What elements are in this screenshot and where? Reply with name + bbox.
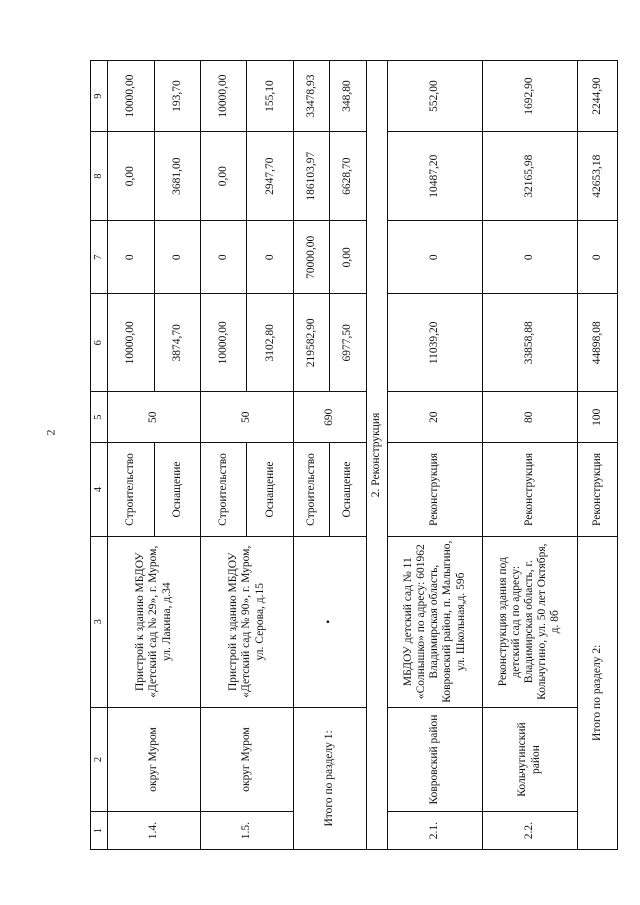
total-row [293,61,329,850]
header-cell: 5 [91,392,108,443]
value-cell: 3874,70 [154,294,200,392]
value-cell: 1692,90 [482,61,577,132]
value-cell: 33858,88 [482,294,577,392]
object-cell: Реконструкция здания под детский сад по адресу: Владимирская область, г. Кольчугино, ул. 50 лет Октября, д. 8б [482,536,577,707]
row-number: 2.2. [482,812,577,850]
value-cell: 0 [247,221,293,294]
value-cell: 0,00 [330,221,366,294]
header-cell: 9 [91,61,108,132]
district-cell: Кольчугинский район [482,707,577,811]
section-heading: 2. Реконструкция [366,61,387,850]
value-cell: 0 [482,221,577,294]
value-cell: 0,00 [108,132,154,221]
value-cell: 0 [154,221,200,294]
value-cell: 348,80 [330,61,366,132]
value-cell: 10000,00 [108,61,154,132]
value-cell: 42653,18 [577,132,617,221]
header-row [91,61,108,850]
header-cell: 2 [91,707,108,811]
value-cell: 0 [577,221,617,294]
value-cell: 219582,90 [293,294,329,392]
work-type-cell: Реконструкция [482,443,577,536]
value-cell: 70000,00 [293,221,329,294]
total-label: Итого по разделу 2: [577,536,617,849]
header-cell: 3 [91,536,108,707]
work-type-cell: Оснащение [247,443,293,536]
value-cell: 32165,98 [482,132,577,221]
value-cell: 10000,00 [108,294,154,392]
work-type-cell: Реконструкция [387,443,482,536]
value-cell: 44898,08 [577,294,617,392]
work-type-cell: Реконструкция [577,443,617,536]
value-cell: 0 [387,221,482,294]
rotated-table-wrapper [90,60,618,850]
header-cell: 8 [91,132,108,221]
page-number: 2 [43,429,58,436]
value-cell: 552,00 [387,61,482,132]
value-cell: 6977,50 [330,294,366,392]
header-cell: 1 [91,812,108,850]
value-cell: 10487,20 [387,132,482,221]
value-cell: 10000,00 [201,294,247,392]
value-cell: 6628,70 [330,132,366,221]
object-cell: МБДОУ детский сад № 11 «Солнышко» по адресу: 601962 Владимирская область, Ковровский район, п. Малыгино, ул. Школьная,д. 59б [387,536,482,707]
work-type-cell: Строительство [201,443,247,536]
value-cell: 2244,90 [577,61,617,132]
table-row [108,61,154,850]
capacity-cell: 20 [387,392,482,443]
total-mark: • [293,536,366,707]
value-cell: 3681,00 [154,132,200,221]
value-cell: 0 [201,221,247,294]
total-label: Итого по разделу 1: [293,707,366,849]
capacity-cell: 50 [201,392,294,443]
capacity-cell: 50 [108,392,201,443]
district-cell: округ Муром [108,707,201,811]
row-number: 1.5. [201,812,294,850]
value-cell: 155,10 [247,61,293,132]
row-number: 1.4. [108,812,201,850]
value-cell: 3102,80 [247,294,293,392]
value-cell: 0 [108,221,154,294]
value-cell: 0,00 [201,132,247,221]
value-cell: 33478,93 [293,61,329,132]
total-row [577,61,617,850]
work-type-cell: Строительство [293,443,329,536]
value-cell: 2947,70 [247,132,293,221]
header-cell: 7 [91,221,108,294]
section-row [366,61,387,850]
district-cell: округ Муром [201,707,294,811]
object-cell: Пристрой к зданию МБДОУ «Детский сад № 29», г. Муром, ул. Лакина, д.34 [108,536,201,707]
table-row [387,61,482,850]
work-type-cell: Оснащение [330,443,366,536]
capacity-cell: 690 [293,392,366,443]
district-cell: Ковровский район [387,707,482,811]
table-row [201,61,247,850]
work-type-cell: Оснащение [154,443,200,536]
object-cell: Пристрой к зданию МБДОУ «Детский сад № 90», г. Муром, ул. Серова, д.15 [201,536,294,707]
funding-table [90,60,618,850]
capacity-cell: 100 [577,392,617,443]
value-cell: 186103,97 [293,132,329,221]
capacity-cell: 80 [482,392,577,443]
value-cell: 10000,00 [201,61,247,132]
value-cell: 193,70 [154,61,200,132]
table-row [482,61,577,850]
row-number: 2.1. [387,812,482,850]
header-cell: 4 [91,443,108,536]
value-cell: 11039,20 [387,294,482,392]
header-cell: 6 [91,294,108,392]
work-type-cell: Строительство [108,443,154,536]
